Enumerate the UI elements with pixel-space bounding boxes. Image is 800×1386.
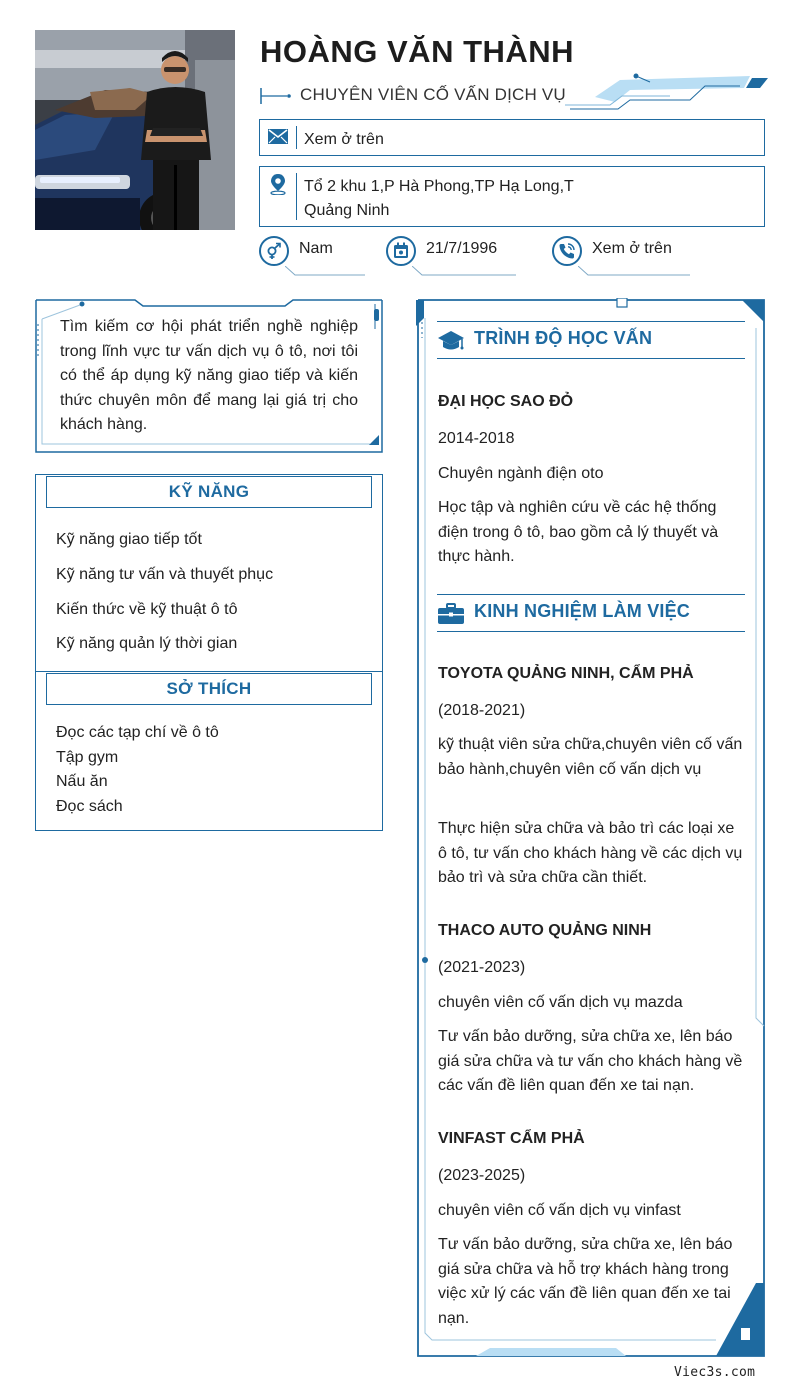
career-objective: Tìm kiếm cơ hội phát triển nghề nghiệp trong lĩnh vực tư vấn dịch vụ ô tô, nơi tôi có thể áp dụng kỹ năng giao tiếp và kiến thức chuyên môn để mang lại giá trị cho khách hàng. <box>60 318 358 434</box>
skill-item: Kỹ năng quản lý thời gian <box>56 635 238 652</box>
address-field <box>259 166 765 227</box>
job-company: VINFAST CẨM PHẢ <box>438 1130 585 1147</box>
skill-item: Kỹ năng tư vấn và thuyết phục <box>56 566 274 583</box>
education-header <box>437 321 745 359</box>
graduation-cap-icon <box>437 328 465 354</box>
phone-value: Xem ở trên <box>592 240 672 257</box>
hobby-item: Nấu ăn <box>56 773 108 791</box>
gender-icon <box>259 236 289 266</box>
job-description: Tư vấn bảo dưỡng, sửa chữa xe, lên báo giá sửa chữa và tư vấn cho khách hàng về các vấn đề liên quan đến xe tai nạn. <box>438 1028 743 1095</box>
job-period: (2018-2021) <box>438 702 526 719</box>
birthday-item <box>386 236 516 278</box>
hobby-item: Đọc sách <box>56 798 123 815</box>
phone-icon <box>552 236 582 266</box>
education-description: Học tập và nghiên cứu về các hệ thống điện trong ô tô, bao gồm cả lý thuyết và thực hành. <box>438 499 719 566</box>
job-description: Tư vấn bảo dưỡng, sửa chữa xe, lên báo giá sửa chữa và hỗ trợ khách hàng trong việc xử lý các vấn đề liên quan đến xe tai nạn. <box>438 1236 733 1327</box>
briefcase-icon <box>437 601 465 627</box>
education-major: Chuyên ngành điện oto <box>438 465 604 482</box>
skill-item: Kiến thức về kỹ thuật ô tô <box>56 601 238 618</box>
mail-icon <box>260 120 296 155</box>
gender-value: Nam <box>299 240 333 257</box>
hobby-item: Đọc các tạp chí về ô tô <box>56 724 219 741</box>
gender-item <box>259 236 364 278</box>
hobbies-section <box>35 672 383 831</box>
underline-decoration <box>578 266 690 276</box>
skills-section <box>35 474 383 672</box>
job-period: (2021-2023) <box>438 959 526 976</box>
title-decoration-icon <box>260 86 300 106</box>
hobby-item: Tập gym <box>56 748 119 766</box>
location-pin-icon <box>260 167 296 226</box>
job-title: CHUYÊN VIÊN CỐ VẤN DỊCH VỤ <box>300 85 566 104</box>
address-value: Tổ 2 khu 1,P Hà Phong,TP Hạ Long,T Quảng Ninh <box>304 178 574 219</box>
skills-title: KỸ NĂNG <box>46 476 372 508</box>
underline-decoration <box>412 266 516 276</box>
header-decoration <box>560 72 770 112</box>
job-role: kỹ thuật viên sửa chữa,chuyên viên cố vấn bảo hành,chuyên viên cố vấn dịch vụ <box>438 736 743 778</box>
hobbies-title: SỞ THÍCH <box>46 673 372 705</box>
skill-item: Kỹ năng giao tiếp tốt <box>56 531 202 548</box>
job-role: chuyên viên cố vấn dịch vụ mazda <box>438 994 683 1011</box>
candidate-name: HOÀNG VĂN THÀNH <box>260 34 575 69</box>
separator <box>296 173 297 220</box>
education-period: 2014-2018 <box>438 430 515 447</box>
job-period: (2023-2025) <box>438 1167 526 1184</box>
email-field <box>259 119 765 156</box>
job-company: TOYOTA QUẢNG NINH, CẨM PHẢ <box>438 665 694 682</box>
job-description: Thực hiện sửa chữa và bảo trì các loại xe ô tô, tư vấn cho khách hàng về các dịch vụ bảo trì và sửa chữa cần thiết. <box>438 820 743 887</box>
profile-photo <box>35 30 235 230</box>
experience-title: KINH NGHIỆM LÀM VIỆC <box>474 601 691 621</box>
experience-header <box>437 594 745 632</box>
separator <box>296 126 297 149</box>
phone-item <box>552 236 692 278</box>
school-name: ĐẠI HỌC SAO ĐỎ <box>438 393 574 410</box>
watermark: Viec3s.com <box>674 1365 756 1380</box>
birthday-value: 21/7/1996 <box>426 240 498 257</box>
job-company: THACO AUTO QUẢNG NINH <box>438 922 652 939</box>
underline-decoration <box>285 266 365 276</box>
education-title: TRÌNH ĐỘ HỌC VẤN <box>474 328 653 348</box>
email-value: Xem ở trên <box>304 131 384 148</box>
calendar-icon <box>386 236 416 266</box>
job-role: chuyên viên cố vấn dịch vụ vinfast <box>438 1202 681 1219</box>
